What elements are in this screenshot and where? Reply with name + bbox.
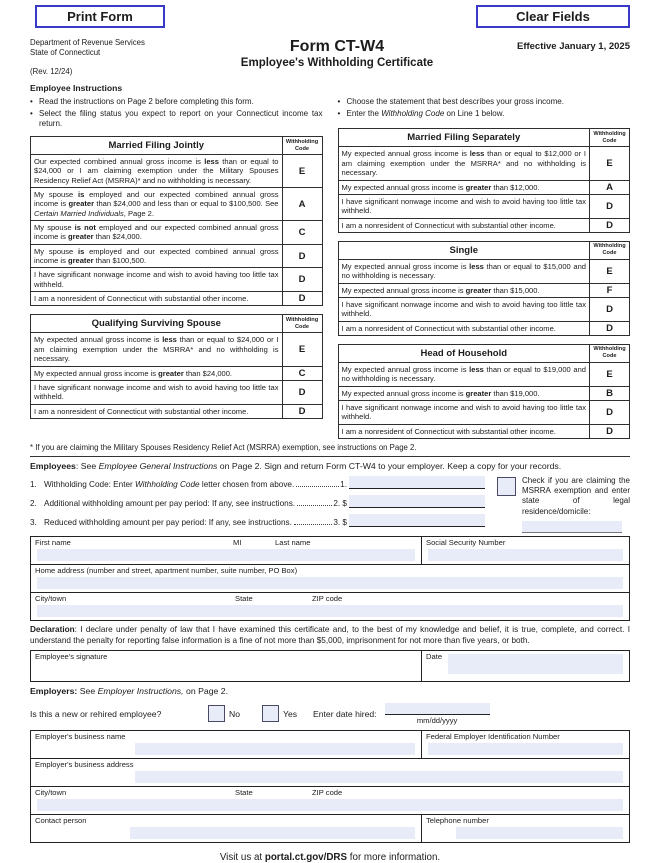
statement-text: My expected annual gross income is greater than $24,000. — [31, 366, 283, 380]
instruction-bullet: • Select the filing status you expect to report on your Connecticut income tax return. — [30, 108, 323, 129]
print-form-button[interactable]: Print Form — [35, 5, 165, 28]
title-block — [202, 38, 472, 69]
ssn-input[interactable] — [428, 549, 623, 561]
clear-fields-button[interactable]: Clear Fields — [476, 5, 630, 28]
statement-text: My expected annual gross income is greater than $12,000. — [338, 180, 590, 194]
home-address-row — [31, 564, 629, 592]
statement-row — [338, 400, 630, 424]
date-input[interactable] — [448, 654, 623, 674]
withholding-code-value: E — [282, 155, 322, 188]
employers-section-intro: Employers: See Employer Instructions, on Page 2. — [30, 685, 229, 696]
line-number: 3. — [30, 518, 37, 527]
withholding-code-value: D — [282, 404, 322, 418]
city-label: City/town — [35, 594, 67, 604]
withholding-code-header: Withholding Code — [590, 241, 630, 259]
mi-label: MI — [233, 538, 242, 547]
name-cell — [31, 537, 421, 564]
statement-text: Our expected combined annual gross income is less than or equal to $24,000 or I am claiming exemption under the Military Spouses Residency Relief Act (MSRRA)* and no withholding is necessary. — [31, 155, 283, 188]
employer-state-label: State — [235, 787, 253, 797]
statement-text: My spouse is not employed and our expected combined annual gross income is greater than $24,000. — [31, 221, 283, 245]
revision-label: (Rev. 12/24) — [30, 67, 73, 77]
line-suffix: 2. $ — [333, 499, 347, 508]
reduced-withholding-input[interactable] — [349, 514, 485, 527]
withholding-code-value: C — [282, 366, 322, 380]
statement-row — [338, 283, 630, 297]
statement-text: I have significant nonwage income and wish to avoid having too little tax withheld. — [31, 268, 283, 292]
line-3-reduced-withholding: 3. Reduced withholding amount per pay period: If any, see instructions. 3. $ — [30, 514, 485, 527]
city-state-zip-cell — [31, 593, 629, 620]
employer-zip-label: ZIP code — [312, 787, 343, 797]
msrra-exemption-block — [497, 476, 630, 533]
withholding-code-value: D — [282, 268, 322, 292]
withholding-code-value: F — [590, 283, 630, 297]
statement-text: I have significant nonwage income and wish to avoid having too little tax withheld. — [338, 297, 590, 321]
instruction-bullet: • Choose the statement that best describes your gross income. — [337, 97, 564, 107]
statement-text: My spouse is employed and our expected combined annual gross income is greater than $24,000 and less than or equal to $100,500. See Certain Married Individuals, Page 2. — [31, 188, 283, 221]
statement-row — [31, 155, 323, 188]
ssn-cell — [421, 537, 629, 564]
agency-line2: State of Connecticut — [30, 48, 101, 58]
instruction-bullet: • Enter the Withholding Code on Line 1 below. — [337, 108, 505, 118]
first-name-label: First name — [35, 538, 71, 547]
table-title: Married Filing Separately — [338, 129, 590, 147]
telephone-label: Telephone number — [426, 815, 489, 825]
statement-row — [338, 297, 630, 321]
withholding-code-value: C — [282, 221, 322, 245]
legal-residence-input[interactable] — [522, 521, 622, 533]
statement-row — [31, 188, 323, 221]
withholding-code-value: D — [590, 424, 630, 438]
city-state-zip-row — [31, 592, 629, 620]
employees-section-intro: Employees: See Employee General Instructions on Page 2. Sign and return Form CT-W4 to your employer. Keep a copy for your records. — [30, 461, 562, 471]
numbered-lines — [30, 476, 485, 533]
ssn-label: Social Security Number — [426, 538, 506, 547]
statement-text: I have significant nonwage income and wish to avoid having too little tax withheld. — [338, 400, 590, 424]
contact-cell — [31, 815, 421, 842]
section-divider — [30, 456, 630, 457]
withholding-code-value: E — [590, 259, 630, 283]
agency-line1: Department of Revenue Services — [30, 38, 145, 47]
dotted-leader — [296, 486, 339, 487]
withholding-code-value: D — [282, 292, 322, 306]
employee-lines-section — [30, 476, 630, 533]
signature-cell — [31, 651, 421, 681]
msrra-note: Check if you are claiming the MSRRA exemption and enter state of legal residence/domicile: — [522, 476, 630, 516]
last-name-label: Last name — [275, 538, 311, 547]
bullet-icon: • — [337, 97, 341, 107]
statement-text: I am a nonresident of Connecticut with substantial other income. — [338, 218, 590, 232]
employee-info-grid — [30, 536, 630, 621]
statement-row — [338, 180, 630, 194]
filing-status-table-qualifying-surviving-spouse — [30, 314, 323, 418]
filing-status-table-married-filing-jointly — [30, 136, 323, 306]
withholding-code-value: A — [282, 188, 322, 221]
effective-date: Effective January 1, 2025 — [516, 41, 630, 52]
statement-row — [338, 218, 630, 232]
business-address-row — [31, 758, 629, 786]
fein-input[interactable] — [428, 743, 623, 755]
signature-grid — [30, 650, 630, 682]
statement-text: My spouse is employed and our expected combined annual gross income is greater than $100,500. — [31, 244, 283, 268]
employee-instructions-heading: Employee Instructions — [30, 83, 123, 94]
dotted-leader — [294, 524, 332, 525]
contact-person-input[interactable] — [130, 827, 415, 839]
business-name-row — [31, 731, 629, 758]
statement-text: I am a nonresident of Connecticut with substantial other income. — [31, 292, 283, 306]
business-name-input[interactable] — [135, 743, 415, 755]
statement-row — [338, 362, 630, 386]
mi-input[interactable] — [233, 549, 275, 561]
statement-text: My expected annual gross income is less than or equal to $19,000 and no withholding is necessary. — [338, 362, 590, 386]
additional-withholding-input[interactable] — [349, 495, 485, 508]
withholding-code-value: E — [590, 147, 630, 180]
business-address-label: Employer's business address — [35, 759, 134, 769]
statement-row — [31, 366, 323, 380]
fein-label: Federal Employer Identification Number — [426, 731, 560, 741]
business-address-cell — [31, 759, 629, 786]
employer-city-cell — [31, 787, 629, 814]
bullet-icon: • — [337, 108, 341, 118]
line-2-additional-withholding: 2. Additional withholding amount per pay period: If any, see instructions. 2. $ — [30, 495, 485, 508]
withholding-code-header: Withholding Code — [282, 315, 322, 333]
withholding-code-value: D — [282, 380, 322, 404]
withholding-code-value: E — [590, 362, 630, 386]
statement-row — [31, 404, 323, 418]
statement-row — [31, 380, 323, 404]
statement-row — [338, 321, 630, 335]
date-hired-label: Enter date hired: — [313, 708, 377, 719]
fein-cell — [421, 731, 629, 758]
statement-text: My expected annual gross income is less than or equal to $15,000 and no withholding is necessary. — [338, 259, 590, 283]
line-number: 2. — [30, 499, 37, 508]
statement-row — [31, 244, 323, 268]
date-label: Date — [426, 651, 443, 661]
statement-text: I am a nonresident of Connecticut with substantial other income. — [31, 404, 283, 418]
date-cell — [421, 651, 629, 681]
withholding-code-header: Withholding Code — [282, 137, 322, 155]
business-address-input[interactable] — [135, 771, 623, 783]
date-hired-input[interactable] — [385, 703, 490, 715]
first-name-input[interactable] — [37, 549, 233, 561]
dotted-leader — [297, 505, 332, 506]
telephone-cell — [421, 815, 629, 842]
withholding-code-header: Withholding Code — [590, 344, 630, 362]
state-label: State — [235, 594, 253, 604]
filing-status-table-single — [338, 241, 631, 336]
contact-row — [31, 814, 629, 842]
line-suffix: 3. $ — [333, 518, 347, 527]
employer-zip-input[interactable] — [312, 799, 623, 811]
withholding-code-value: D — [282, 244, 322, 268]
line-suffix: 1. — [340, 480, 347, 489]
footer-text: Visit us at portal.ct.gov/DRS for more information. — [219, 852, 441, 863]
line-number: 1. — [30, 480, 37, 489]
signature-row — [31, 651, 629, 681]
form-number: Form CT-W4 — [289, 38, 385, 55]
form-title: Employee's Withholding Certificate — [240, 57, 434, 69]
withholding-code-value: E — [282, 333, 322, 366]
new-hire-question: Is this a new or rehired employee? — [30, 708, 162, 719]
statement-text: I am a nonresident of Connecticut with substantial other income. — [338, 424, 590, 438]
yes-checkbox[interactable] — [262, 705, 279, 722]
withholding-code-value: A — [590, 180, 630, 194]
withholding-code-value: D — [590, 297, 630, 321]
name-row — [31, 537, 629, 564]
date-hired-block — [385, 703, 490, 725]
line-1-withholding-code: 1. Withholding Code: Enter Withholding Code letter chosen from above. 1. — [30, 476, 485, 489]
employer-city-label: City/town — [35, 787, 67, 797]
statement-row — [338, 424, 630, 438]
agency-block — [30, 38, 202, 77]
filing-status-columns — [30, 97, 630, 439]
employer-city-row — [31, 786, 629, 814]
statement-text: My expected annual gross income is less than or equal to $12,000 or I am claiming exemption under the MSRRA* and no withholding is necessary. — [338, 147, 590, 180]
msrra-footnote: * If you are claiming the Military Spouses Residency Relief Act (MSRRA) exemption, see instructions on Page 2. — [30, 443, 417, 452]
business-name-label: Employer's business name — [35, 731, 126, 741]
home-address-input[interactable] — [37, 577, 623, 589]
employer-state-input[interactable] — [235, 799, 312, 811]
statement-row — [338, 259, 630, 283]
left-column — [30, 97, 323, 439]
new-hire-question-row — [30, 701, 630, 727]
no-checkbox[interactable] — [208, 705, 225, 722]
table-title: Head of Household — [338, 344, 590, 362]
withholding-code-input[interactable] — [349, 476, 485, 489]
city-input[interactable] — [37, 605, 235, 617]
home-address-cell — [31, 565, 629, 592]
statement-row — [31, 268, 323, 292]
no-label: No — [229, 708, 240, 719]
statement-row — [338, 194, 630, 218]
statement-row — [31, 333, 323, 366]
form-header — [30, 38, 630, 77]
telephone-input[interactable] — [456, 827, 623, 839]
employer-info-grid — [30, 730, 630, 843]
statement-text: My expected annual gross income is greater than $15,000. — [338, 283, 590, 297]
table-title: Qualifying Surviving Spouse — [31, 315, 283, 333]
statement-row — [338, 386, 630, 400]
msrra-checkbox[interactable] — [497, 477, 516, 496]
bullet-icon: • — [30, 108, 33, 118]
contact-person-label: Contact person — [35, 815, 87, 825]
statement-text: I am a nonresident of Connecticut with substantial other income. — [338, 321, 590, 335]
business-name-cell — [31, 731, 421, 758]
employee-signature-label: Employee's signature — [35, 651, 108, 661]
last-name-input[interactable] — [275, 549, 415, 561]
declaration-text: Declaration: I declare under penalty of law that I have examined this certificate and, to the best of my knowledge and belief, it is true, complete, and correct. I understand the penalty for reporting false information is a fine of not more than $5,000, imprisonment for not more than five years, or both. — [30, 625, 630, 645]
yes-label: Yes — [283, 708, 298, 719]
home-address-label: Home address (number and street, apartment number, suite number, PO Box) — [35, 566, 298, 576]
statement-row — [338, 147, 630, 180]
statement-row — [31, 292, 323, 306]
statement-row — [31, 221, 323, 245]
withholding-code-value: D — [590, 400, 630, 424]
statement-text: I have significant nonwage income and wish to avoid having too little tax withheld. — [31, 380, 283, 404]
zip-label: ZIP code — [312, 594, 343, 604]
withholding-code-value: B — [590, 386, 630, 400]
right-column — [338, 97, 631, 439]
filing-status-table-married-filing-separately — [338, 128, 631, 232]
statement-text: My expected annual gross income is greater than $19,000. — [338, 386, 590, 400]
filing-status-table-head-of-household — [338, 344, 631, 439]
statement-text: I have significant nonwage income and wish to avoid having too little tax withheld. — [338, 194, 590, 218]
instruction-bullet: • Read the instructions on Page 2 before completing this form. — [30, 97, 254, 107]
state-input[interactable] — [235, 605, 312, 617]
withholding-code-value: D — [590, 321, 630, 335]
statement-text: My expected annual gross income is less than or equal to $24,000 or I am claiming exemption under the MSRRA* and no withholding is necessary. — [31, 333, 283, 366]
table-title: Single — [338, 241, 590, 259]
zip-input[interactable] — [312, 605, 623, 617]
withholding-code-value: D — [590, 218, 630, 232]
top-button-row — [30, 5, 630, 31]
withholding-code-value: D — [590, 194, 630, 218]
employer-city-input[interactable] — [37, 799, 235, 811]
bullet-icon: • — [30, 97, 33, 107]
date-format-hint: mm/dd/yyyy — [416, 715, 458, 725]
table-title: Married Filing Jointly — [31, 137, 283, 155]
withholding-code-header: Withholding Code — [590, 129, 630, 147]
